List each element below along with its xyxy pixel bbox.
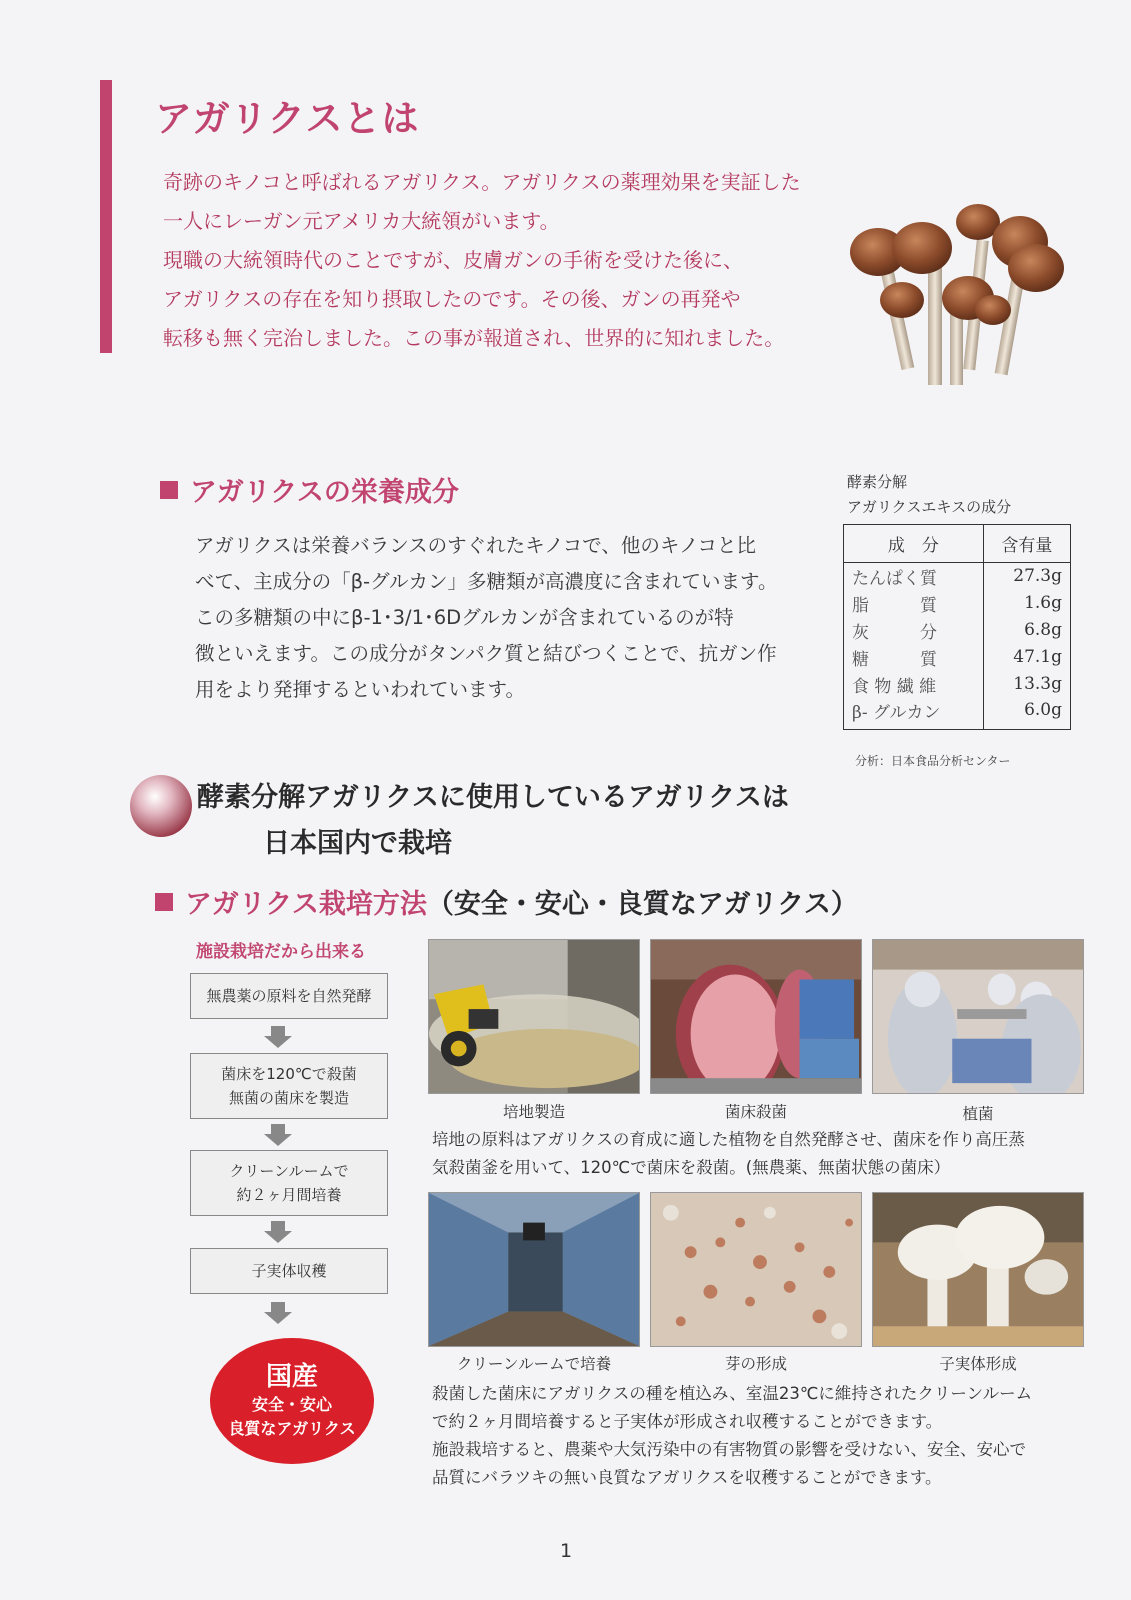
table-caption-line: 酵素分解	[847, 473, 908, 491]
nutrition-line: この多糖類の中にβ-1･3/1･6Dグルカンが含まれているのが特	[195, 606, 734, 629]
bud-formation-photo	[650, 1192, 862, 1347]
domestic-heading-line: 日本国内で栽培	[263, 828, 452, 859]
row-name: たんぱく質	[844, 563, 984, 590]
intro-text	[163, 163, 853, 358]
cultivation-heading	[155, 882, 858, 921]
cultivation-heading-sub: （安全・安心・良質なアガリクス）	[426, 889, 858, 920]
row-name: 糖 質	[844, 644, 984, 671]
photo-caption: 植菌	[962, 1105, 994, 1123]
nutrition-line: べて、主成分の「β-グルカン」多糖類が高濃度に含まれています。	[195, 570, 778, 593]
photo-caption: 菌床殺菌	[724, 1103, 787, 1121]
flow-step-text: 無菌の菌床を製造	[228, 1089, 349, 1107]
description-line: 培地の原料はアガリクスの育成に適した植物を自然発酵させ、菌床を作り高圧蒸	[432, 1130, 1025, 1149]
table-row	[844, 617, 1071, 644]
domestic-badge	[210, 1338, 374, 1464]
row-name: 灰 分	[844, 617, 984, 644]
agaricus-mushroom-image	[850, 200, 1080, 400]
nutrition-heading-text: アガリクスの栄養成分	[190, 477, 459, 508]
intro-line: アガリクスの存在を知り摂取したのです。その後、ガンの再発や	[163, 287, 741, 311]
table-row	[844, 671, 1071, 698]
page-title: アガリクスとは	[155, 97, 420, 140]
domestic-heading	[197, 775, 789, 867]
intro-line: 転移も無く完治しました。この事が報道され、世界的に知れました。	[163, 326, 785, 350]
cultivation-heading-text: アガリクス栽培方法	[185, 889, 427, 920]
table-header-amount: 含有量	[983, 525, 1070, 563]
table-row	[844, 563, 1071, 590]
row-value: 27.3g	[1013, 566, 1062, 587]
table-row	[844, 590, 1071, 617]
sphere-bullet-icon	[130, 775, 192, 837]
row-name: 脂 質	[844, 590, 984, 617]
domestic-heading-line: 酵素分解アガリクスに使用しているアガリクスは	[197, 782, 789, 813]
description-line: 気殺菌釜を用いて、120℃で菌床を殺菌。(無農薬、無菌状態の菌床）	[432, 1158, 951, 1177]
table-header-row	[844, 525, 1071, 563]
description-top	[432, 1126, 1025, 1182]
nutrition-table	[843, 524, 1071, 730]
nutrition-text	[195, 528, 795, 708]
row-value: 6.0g	[1024, 700, 1062, 720]
square-bullet-icon	[160, 481, 178, 499]
page-number: 1	[560, 1540, 573, 1562]
clean-room-photo	[428, 1192, 640, 1347]
fruiting-body-photo	[872, 1192, 1084, 1347]
intro-line: 現職の大統領時代のことですが、皮膚ガンの手術を受けた後に、	[163, 248, 743, 272]
bed-sterilization-photo	[650, 939, 862, 1094]
nutrition-line: アガリクスは栄養バランスのすぐれたキノコで、他のキノコと比	[195, 534, 757, 557]
table-caption-line: アガリクスエキスの成分	[847, 498, 1012, 516]
description-line: 品質にバラツキの無い良質なアガリクスを収穫することができます。	[432, 1468, 942, 1487]
row-value: 6.8g	[1024, 620, 1062, 640]
photo-caption: クリーンルームで培養	[456, 1355, 612, 1373]
square-bullet-icon	[155, 893, 173, 911]
title-accent-bar	[100, 80, 112, 353]
photo-caption: 培地製造	[502, 1103, 565, 1121]
flow-step-box	[190, 1053, 388, 1119]
table-row	[844, 644, 1071, 671]
intro-line: 奇跡のキノコと呼ばれるアガリクス。アガリクスの薬理効果を実証した	[163, 170, 801, 194]
description-line: 殺菌した菌床にアガリクスの種を植込み、室温23℃に維持されたクリーンルーム	[432, 1384, 1033, 1403]
photo-caption: 芽の形成	[724, 1355, 787, 1373]
table-source: 分析：日本食品分析センター	[855, 754, 1011, 768]
flow-step-text: クリーンルームで	[229, 1162, 349, 1180]
badge-title: 国産	[265, 1362, 318, 1392]
nutrition-line: 用をより発揮するといわれています。	[195, 678, 525, 701]
row-name: 食 物 繊 維	[844, 671, 984, 698]
flow-step-text: 菌床を120℃で殺菌	[221, 1065, 357, 1083]
substrate-production-photo	[428, 939, 640, 1094]
badge-line: 安全・安心	[251, 1395, 332, 1414]
badge-line: 良質なアガリクス	[228, 1419, 356, 1438]
row-value: 47.1g	[1013, 647, 1062, 667]
intro-line: 一人にレーガン元アメリカ大統領がいます。	[163, 209, 560, 233]
row-name: β- グルカン	[844, 698, 984, 730]
inoculation-photo	[872, 939, 1084, 1094]
row-value: 1.6g	[1024, 593, 1062, 613]
flow-step-box	[190, 1248, 388, 1294]
flow-step-text: 無農薬の原料を自然発酵	[206, 987, 372, 1005]
table-caption	[847, 470, 1011, 520]
photo-caption: 子実体形成	[939, 1355, 1017, 1373]
flow-step-box	[190, 1150, 388, 1216]
description-bottom	[432, 1380, 1032, 1492]
flow-step-text: 子実体収穫	[251, 1262, 327, 1280]
row-value: 13.3g	[1013, 674, 1062, 694]
nutrition-line: 徴といえます。この成分がタンパク質と結びつくことで、抗ガン作	[195, 642, 777, 665]
flow-step-box	[190, 973, 388, 1019]
flow-step-text: 約２ヶ月間培養	[236, 1186, 342, 1204]
description-line: で約２ヶ月間培養すると子実体が形成され収穫することができます。	[432, 1412, 943, 1431]
table-row	[844, 698, 1071, 730]
flow-title: 施設栽培だから出来る	[196, 942, 366, 962]
description-line: 施設栽培すると、農薬や大気汚染中の有害物質の影響を受けない、安全、安心で	[432, 1440, 1026, 1459]
nutrition-heading	[160, 470, 459, 509]
table-header-component: 成 分	[844, 525, 984, 563]
